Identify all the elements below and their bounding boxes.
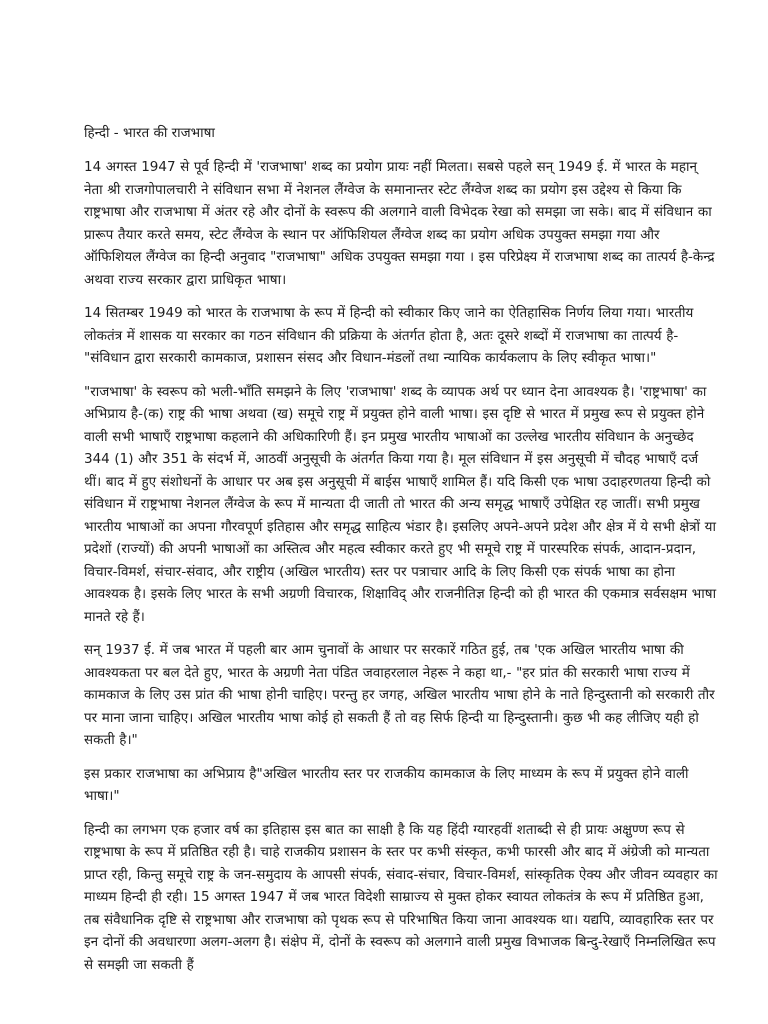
paragraph-2: 14 सितम्बर 1949 को भारत के राजभाषा के रूप में हिन्दी को स्वीकार किए जाने का ऐतिहासिक निर्णय लिया गया। भारतीय लोकतंत्र में शासक या सरकार का गठन संविधान की प्रक्रिया के अंतर्गत होता है, अतः दूसरे शब्दों में राजभाषा का तात्पर्य है- "संविधान द्वारा सरकारी कामकाज, प्रशासन संसद और विधान-मंडलों तथा न्यायिक कार्यकलाप के लिए स्वीकृत भाषा।" xyxy=(84,305,694,366)
paragraph-6: हिन्दी का लगभग एक हजार वर्ष का इतिहास इस बात का साक्षी है कि यह हिंदी ग्यारहवीं शताब्दी से ही प्रायः अक्षुण्ण रूप से राष्ट्रभाषा के रूप में प्रतिष्ठित रही है। चाहे राजकीय प्रशासन के स्तर पर कभी संस्कृत, कभी फारसी और बाद में अंग्रेजी को मान्यता प्राप्त रही, किन्तु समूचे राष्ट्र के जन-समुदाय के आपसी संपर्क, संवाद-संचार, विचार-विमर्श, सांस्कृतिक ऐक्य और जीवन व्यवहार का माध्यम हिन्दी ही रही। 15 अगस्त 1947 में जब भारत विदेशी साम्राज्य से मुक्त होकर स्वायत लोकतंत्र के रूप में प्रतिष्ठित हुआ, तब संवैधानिक दृष्टि से राष्ट्रभाषा और राजभाषा को पृथक रूप से परिभाषित किया जाना आवश्यक था। यद्यपि, व्यावहारिक स्तर पर इन दोनों की अवधारणा अलग-अलग है। संक्षेप में, दोनों के स्वरूप को अलगाने वाली प्रमुख विभाजक बिन्दु-रेखाएँ निम्नलिखित रूप से समझी जा सकती हैं xyxy=(84,821,718,973)
paragraph-4: सन् 1937 ई. में जब भारत में पहली बार आम चुनावों के आधार पर सरकारें गठित हुई, तब 'एक अखिल भारतीय भाषा की आवश्यकता पर बल देते हुए, भारत के अग्रणी नेता पंडित जवाहरलाल नेहरू ने कहा था,- "हर प्रांत की सरकारी भाषा राज्य में कामकाज के लिए उस प्रांत की भाषा होनी चाहिए। परन्तु हर जगह, अखिल भारतीय भाषा होने के नाते हिन्दुस्तानी को सरकारी तौर पर माना जाना चाहिए। अखिल भारतीय भाषा कोई हो सकती हैं तो वह सिर्फ हिन्दी या हिन्दुस्तानी। कुछ भी कह लीजिए यही हो सकती है।" xyxy=(84,642,715,748)
paragraph-3: "राजभाषा' के स्वरूप को भली-भाँति समझने के लिए 'राजभाषा' शब्द के व्यापक अर्थ पर ध्यान देना आवश्यक है। 'राष्ट्रभाषा' का अभिप्राय है-(क) राष्ट्र की भाषा अथवा (ख) समूचे राष्ट्र में प्रयुक्त होने वाली भाषा। इस दृष्टि से भारत में प्रमुख रूप से प्रयुक्त होने वाली सभी भाषाएँ राष्ट्रभाषा कहलाने की अधिकारिणी हैं। इन प्रमुख भारतीय भाषाओं का उल्लेख भारतीय संविधान के अनुच्छेद 344 (1) और 351 के संदर्भ में, आठवीं अनुसूची के अंतर्गत किया गया है। मूल संविधान में इस अनुसूची में चौदह भाषाएँ दर्ज थीं। बाद में हुए संशोधनों के आधार पर अब इस अनुसूची में बाईस भाषाएँ शामिल हैं। यदि किसी एक भाषा उदाहरणतया हिन्दी को संविधान में राष्ट्रभाषा नेशनल लैंग्वेज के रूप में मान्यता दी जाती तो भारत की अन्य समृद्ध भाषाएँ उपेक्षित रह जातीं। सभी प्रमुख भारतीय भाषाओं का अपना गौरवपूर्ण इतिहास और समृद्ध साहित्य भंडार है। इसलिए अपने-अपने प्रदेश और क्षेत्र में ये सभी क्षेत्रों या प्रदेशों (राज्यों) की अपनी भाषाओं का अस्तित्व और महत्व स्वीकार करते हुए भी समूचे राष्ट्र में पारस्परिक संपर्क, आदान-प्रदान, विचार-विमर्श, संचार-संवाद, और राष्ट्रीय (अखिल भारतीय) स्तर पर पत्राचार आदि के लिए किसी एक संपर्क भाषा का होना आवश्यक है। इसके लिए भारत के सभी अग्रणी विचारक, शिक्षाविद् और राजनीतिज्ञ हिन्दी को ही भारत की एकमात्र सर्वसक्षम भाषा मानते रहे हैं। xyxy=(84,383,717,625)
paragraph-5: इस प्रकार राजभाषा का अभिप्राय है"अखिल भारतीय स्तर पर राजकीय कामकाज के लिए माध्यम के रूप में प्रयुक्त होने वाली भाषा।" xyxy=(84,765,689,804)
document-title: हिन्दी - भारत की राजभाषा xyxy=(84,125,215,141)
paragraph-1: 14 अगस्त 1947 से पूर्व हिन्दी में 'राजभाषा' शब्द का प्रयोग प्रायः नहीं मिलता। सबसे पहले सन् 1949 ई. में भारत के महान् नेता श्री राजगोपालचारी ने संविधान सभा में नेशनल लैंग्वेज के समानान्तर स्टेट लैंग्वेज शब्द का प्रयोग इस उद्देश्य से किया कि राष्ट्रभाषा और राजभाषा में अंतर रहे और दोनों के स्वरूप की अलगाने वाली विभेदक रेखा को समझा जा सके। बाद में संविधान का प्रारूप तैयार करते समय, स्टेट लैंग्वेज के स्थान पर ऑफिशियल लैंग्वेज शब्द का प्रयोग अधिक उपयुक्त समझा गया और ऑफिशियल लैंग्वेज का हिन्दी अनुवाद "राजभाषा" अधिक उपयुक्त समझा गया । इस परिप्रेक्ष्य में राजभाषा शब्द का तात्पर्य है-केन्द्र अथवा राज्य सरकार द्वारा प्राधिकृत भाषा। xyxy=(84,159,715,288)
